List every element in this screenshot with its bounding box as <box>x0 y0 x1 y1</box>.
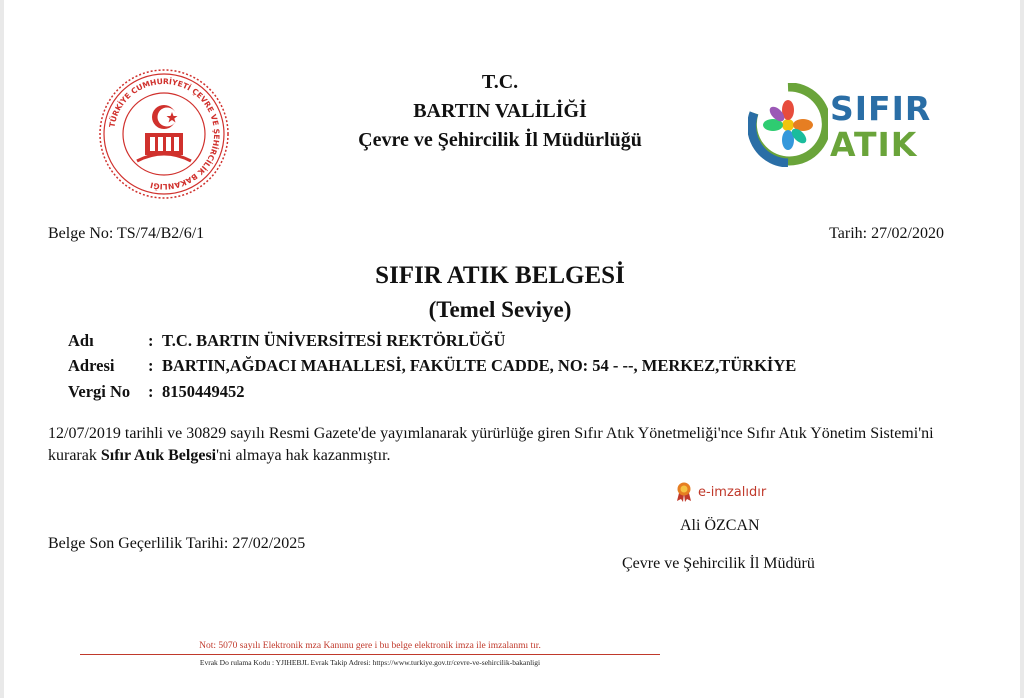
certificate-level: (Temel Seviye) <box>428 297 572 322</box>
footer-verification-code: Evrak Do rulama Kodu : YJIHEBJL Evrak Takip Adresi: https://www.turkiye.gov.tr/cevre-ve-sehircilik-bakanligi <box>199 658 541 667</box>
logo-word-sifir: SIFIR <box>830 89 932 128</box>
footer-note: Not: 5070 sayılı Elektronik mza Kanunu gere i bu belge elektronik imza ile imzalanmı tır. <box>199 641 541 651</box>
logo-word-atik: ATIK <box>830 125 918 164</box>
document-date: Tarih: 27/02/2020 <box>829 225 944 242</box>
info-value: T.C. BARTIN ÜNİVERSİTESİ REKTÖRLÜĞÜ <box>162 331 506 350</box>
header-tc: T.C. <box>481 71 519 93</box>
info-label: Vergi No <box>68 382 131 401</box>
header-directorate: Çevre ve Şehircilik İl Müdürlüğü <box>358 129 642 151</box>
info-row-name: Adı : T.C. BARTIN ÜNİVERSİTESİ REKTÖRLÜĞÜ <box>68 331 506 350</box>
certificate-title: SIFIR ATIK BELGESİ <box>375 262 625 289</box>
validity-date: Belge Son Geçerlilik Tarihi: 27/02/2025 <box>48 535 306 552</box>
header-governorship: BARTIN VALİLİĞİ <box>413 100 587 122</box>
info-value: BARTIN,AĞDACI MAHALLESİ, FAKÜLTE CADDE, NO: 54 - --, MERKEZ,TÜRKİYE <box>162 356 797 375</box>
award-ribbon-icon <box>676 482 692 502</box>
signer-name: Ali ÖZCAN <box>680 517 760 534</box>
ministry-seal-icon <box>97 67 231 201</box>
e-signature-badge <box>676 482 766 502</box>
certificate-statement: 12/07/2019 tarihli ve 30829 sayılı Resmi Gazete'de yayımlanarak yürürlüğe giren Sıfır Atık Yönetmeliği'nce Sıfır Atık Yönetim Sistemi'ni kurarak Sıfır Atık Belgesi'ni almaya hak kazanmıştır. <box>48 425 934 464</box>
info-label: Adresi <box>68 356 115 375</box>
info-row-address: Adresi : BARTIN,AĞDACI MAHALLESİ, FAKÜLTE CADDE, NO: 54 - --, MERKEZ,TÜRKİYE <box>68 356 797 375</box>
issuer-header <box>300 68 700 155</box>
info-row-tax-number: Vergi No : 8150449452 <box>68 382 245 401</box>
certificate-name-bold: Sıfır Atık Belgesi <box>100 447 217 464</box>
recycle-flower-icon <box>748 83 828 167</box>
signer-title: Çevre ve Şehircilik İl Müdürü <box>622 555 815 572</box>
e-signature-label: e-imzalıdır <box>698 484 767 500</box>
sifir-atik-logo <box>748 83 932 167</box>
info-label: Adı <box>68 331 94 350</box>
footer-divider <box>80 654 660 655</box>
seal-ring-text: TÜRKİYE CUMHURİYETİ ÇEVRE VE ŞEHİRCİLİK BAKANLIĞI <box>107 76 222 192</box>
document-number: Belge No: TS/74/B2/6/1 <box>48 225 205 242</box>
info-value: 8150449452 <box>162 382 245 401</box>
document-page <box>4 0 1020 698</box>
